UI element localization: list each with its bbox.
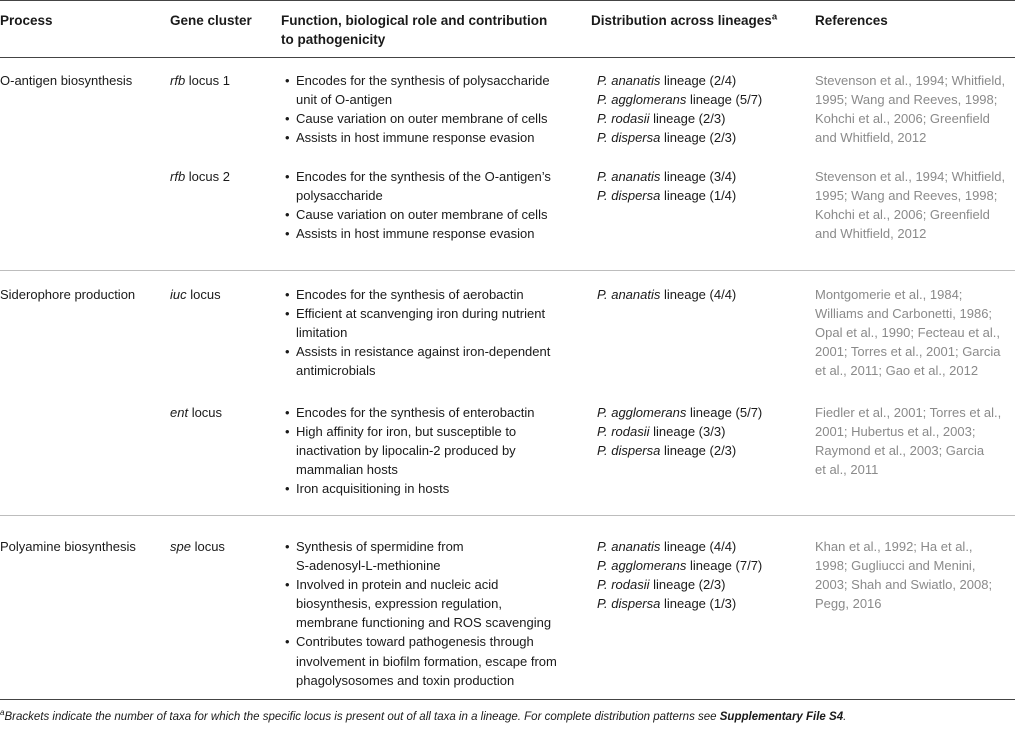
gene-cluster-suffix: locus <box>188 405 223 420</box>
lineage-count: lineage (3/4) <box>660 169 737 184</box>
function-item <box>281 403 573 422</box>
reference-line: 1995; Wang and Reeves, 1998; <box>815 92 998 108</box>
header-function-line2: to pathogenicity <box>281 32 386 47</box>
function-item <box>281 537 573 575</box>
lineage-count: lineage (2/3) <box>649 111 726 127</box>
species-name: P. dispersa <box>597 188 661 204</box>
process-cell: Polyamine biosynthesis <box>0 539 136 554</box>
distribution-cell <box>597 71 797 147</box>
gene-cluster-name: rfb <box>170 73 186 88</box>
distribution-entry <box>597 403 797 422</box>
gene-cluster-cell <box>170 285 221 304</box>
function-line: S-adenosyl-L-methionine <box>296 558 441 574</box>
function-line: limitation <box>296 325 348 341</box>
reference-line: Fiedler et al., 2001; Torres et al., <box>815 405 1002 420</box>
function-item <box>281 224 573 243</box>
gene-cluster-suffix: locus 2 <box>185 169 230 184</box>
function-line: • Cause variation on outer membrane of cells <box>296 207 548 223</box>
species-name: P. ananatis <box>597 287 661 302</box>
function-item <box>281 304 573 342</box>
reference-line: Pegg, 2016 <box>815 596 882 612</box>
reference-line: Kohchi et al., 2006; Greenfield <box>815 111 990 127</box>
function-line: involvement in biofilm formation, escape from <box>296 653 557 669</box>
function-line: • Assists in host immune response evasion <box>296 226 535 242</box>
group-divider <box>0 270 1015 271</box>
reference-line: et al., 2011 <box>815 462 879 478</box>
distribution-entry <box>597 90 797 109</box>
function-line: • Encodes for the synthesis of polysaccharide <box>296 73 550 88</box>
species-name: P. ananatis <box>597 169 661 184</box>
function-line: antimicrobials <box>296 363 376 379</box>
function-line: unit of O-antigen <box>296 92 393 108</box>
species-name: P. rodasii <box>597 111 650 127</box>
gene-cluster-name: iuc <box>170 287 187 302</box>
gene-cluster-name: rfb <box>170 169 186 184</box>
lineage-count: lineage (7/7) <box>686 558 763 574</box>
function-item <box>281 479 573 498</box>
header-function <box>281 11 547 49</box>
footnote-link[interactable]: Supplementary File S4 <box>719 711 844 723</box>
header-gene-cluster: Gene cluster <box>170 13 252 28</box>
function-list <box>281 167 573 243</box>
reference-line: Khan et al., 1992; Ha et al., <box>815 539 973 554</box>
lineage-count: lineage (2/3) <box>660 443 737 459</box>
function-line: • Iron acquisitioning in hosts <box>296 481 450 497</box>
reference-line: and Whitfield, 2012 <box>815 226 927 242</box>
gene-cluster-name: ent <box>170 405 189 420</box>
distribution-cell <box>597 537 797 613</box>
distribution-entry <box>597 422 797 441</box>
table-top-rule <box>0 0 1015 1</box>
lineage-count: lineage (2/3) <box>660 130 737 146</box>
function-line: biosynthesis, expression regulation, <box>296 596 502 612</box>
header-process: Process <box>0 13 53 28</box>
distribution-cell <box>597 167 797 205</box>
header-distribution-sup: a <box>771 11 778 23</box>
function-list <box>281 537 573 690</box>
gene-cluster-suffix: locus <box>190 539 225 554</box>
distribution-entry <box>597 109 797 128</box>
function-item <box>281 285 573 304</box>
distribution-entry <box>597 167 797 186</box>
lineage-count: lineage (1/4) <box>660 188 737 204</box>
distribution-entry <box>597 441 797 460</box>
function-item <box>281 342 573 380</box>
gene-cluster-suffix: locus <box>186 287 221 302</box>
header-distribution-label: Distribution across lineages <box>591 13 772 28</box>
function-item <box>281 422 573 479</box>
lineage-count: lineage (5/7) <box>686 405 763 420</box>
distribution-entry <box>597 186 797 205</box>
function-item <box>281 632 573 689</box>
species-name: P. agglomerans <box>597 405 687 420</box>
function-line: • Contributes toward pathogenesis through <box>296 634 534 650</box>
function-line: inactivation by lipocalin-2 produced by <box>296 443 516 459</box>
reference-line: Kohchi et al., 2006; Greenfield <box>815 207 990 223</box>
function-line: polysaccharide <box>296 188 383 204</box>
process-cell: Siderophore production <box>0 287 136 302</box>
references-cell <box>815 71 1015 147</box>
group-divider <box>0 515 1015 516</box>
lineage-count: lineage (3/3) <box>649 424 726 440</box>
lineage-count: lineage (5/7) <box>686 92 763 108</box>
footnote-text: Brackets indicate the number of taxa for which the specific locus is present out of all taxa in a lineage. For complete distribution patterns see <box>4 711 720 723</box>
species-name: P. ananatis <box>597 73 661 88</box>
lineage-count: lineage (1/3) <box>660 596 737 612</box>
reference-line: 1998; Gugliucci and Menini, <box>815 558 976 574</box>
reference-line: 2001; Hubertus et al., 2003; <box>815 424 976 440</box>
function-line: • Encodes for the synthesis of the O-antigen’s <box>296 169 551 184</box>
function-line: membrane functioning and ROS scavenging <box>296 615 552 631</box>
process-cell: O-antigen biosynthesis <box>0 73 133 88</box>
function-list <box>281 71 573 147</box>
function-line: • Encodes for the synthesis of aerobactin <box>296 287 524 302</box>
function-item <box>281 109 573 128</box>
reference-line: Montgomerie et al., 1984; <box>815 287 963 302</box>
function-line: phagolysosomes and toxin production <box>296 672 515 688</box>
function-line: • Assists in host immune response evasion <box>296 130 535 146</box>
lineage-count: lineage (4/4) <box>660 287 737 302</box>
function-item <box>281 575 573 632</box>
reference-line: Stevenson et al., 1994; Whitfield, <box>815 73 1006 88</box>
table-footnote <box>0 709 1015 725</box>
reference-line: 2001; Torres et al., 2001; Garcia <box>815 344 1001 360</box>
lineage-count: lineage (4/4) <box>660 539 737 554</box>
distribution-entry <box>597 594 797 613</box>
gene-cluster-cell <box>170 537 225 556</box>
distribution-cell <box>597 285 797 304</box>
distribution-cell <box>597 403 797 460</box>
gene-cluster-cell <box>170 71 230 90</box>
references-cell <box>815 537 1015 613</box>
gene-cluster-suffix: locus 1 <box>185 73 230 88</box>
gene-cluster-name: spe <box>170 539 191 554</box>
distribution-entry <box>597 128 797 147</box>
species-name: P. agglomerans <box>597 558 687 574</box>
reference-line: et al., 2011; Gao et al., 2012 <box>815 363 979 379</box>
function-list <box>281 285 573 380</box>
function-line: • Involved in protein and nucleic acid <box>296 577 499 593</box>
function-item <box>281 205 573 224</box>
function-list <box>281 403 573 498</box>
lineage-count: lineage (2/4) <box>660 73 737 88</box>
references-cell <box>815 167 1015 243</box>
species-name: P. rodasii <box>597 577 650 593</box>
table-header-rule <box>0 57 1015 58</box>
function-item <box>281 167 573 205</box>
table-bottom-rule <box>0 699 1015 700</box>
function-line: • Assists in resistance against iron-dependent <box>296 344 551 360</box>
distribution-entry <box>597 71 797 90</box>
distribution-entry <box>597 285 797 304</box>
function-line: • Synthesis of spermidine from <box>296 539 464 554</box>
reference-line: 2003; Shah and Swiatlo, 2008; <box>815 577 993 593</box>
species-name: P. dispersa <box>597 596 661 612</box>
function-line: • Efficient at scanvenging iron during nutrient <box>296 306 546 322</box>
references-cell <box>815 403 1015 479</box>
distribution-entry <box>597 556 797 575</box>
references-cell <box>815 285 1015 380</box>
function-item <box>281 128 573 147</box>
lineage-count: lineage (2/3) <box>649 577 726 593</box>
species-name: P. dispersa <box>597 130 661 146</box>
header-distribution <box>591 11 777 30</box>
reference-line: Stevenson et al., 1994; Whitfield, <box>815 169 1006 184</box>
gene-cluster-cell <box>170 167 230 186</box>
header-function-line1: Function, biological role and contribution <box>281 13 548 28</box>
function-line: • High affinity for iron, but susceptible to <box>296 424 517 440</box>
gene-cluster-cell <box>170 403 222 422</box>
reference-line: Opal et al., 1990; Fecteau et al., <box>815 325 1001 341</box>
header-references: References <box>815 13 888 28</box>
reference-line: Raymond et al., 2003; Garcia <box>815 443 985 459</box>
reference-line: and Whitfield, 2012 <box>815 130 927 146</box>
reference-line: Williams and Carbonetti, 1986; <box>815 306 993 322</box>
distribution-entry <box>597 575 797 594</box>
species-name: P. dispersa <box>597 443 661 459</box>
species-name: P. ananatis <box>597 539 661 554</box>
function-line: • Cause variation on outer membrane of cells <box>296 111 548 127</box>
function-line: mammalian hosts <box>296 462 398 478</box>
species-name: P. agglomerans <box>597 92 687 108</box>
footnote-end: . <box>843 711 847 723</box>
reference-line: 1995; Wang and Reeves, 1998; <box>815 188 998 204</box>
footnote-marker: a <box>0 708 5 718</box>
distribution-entry <box>597 537 797 556</box>
function-line: • Encodes for the synthesis of enterobactin <box>296 405 535 420</box>
function-item <box>281 71 573 109</box>
species-name: P. rodasii <box>597 424 650 440</box>
